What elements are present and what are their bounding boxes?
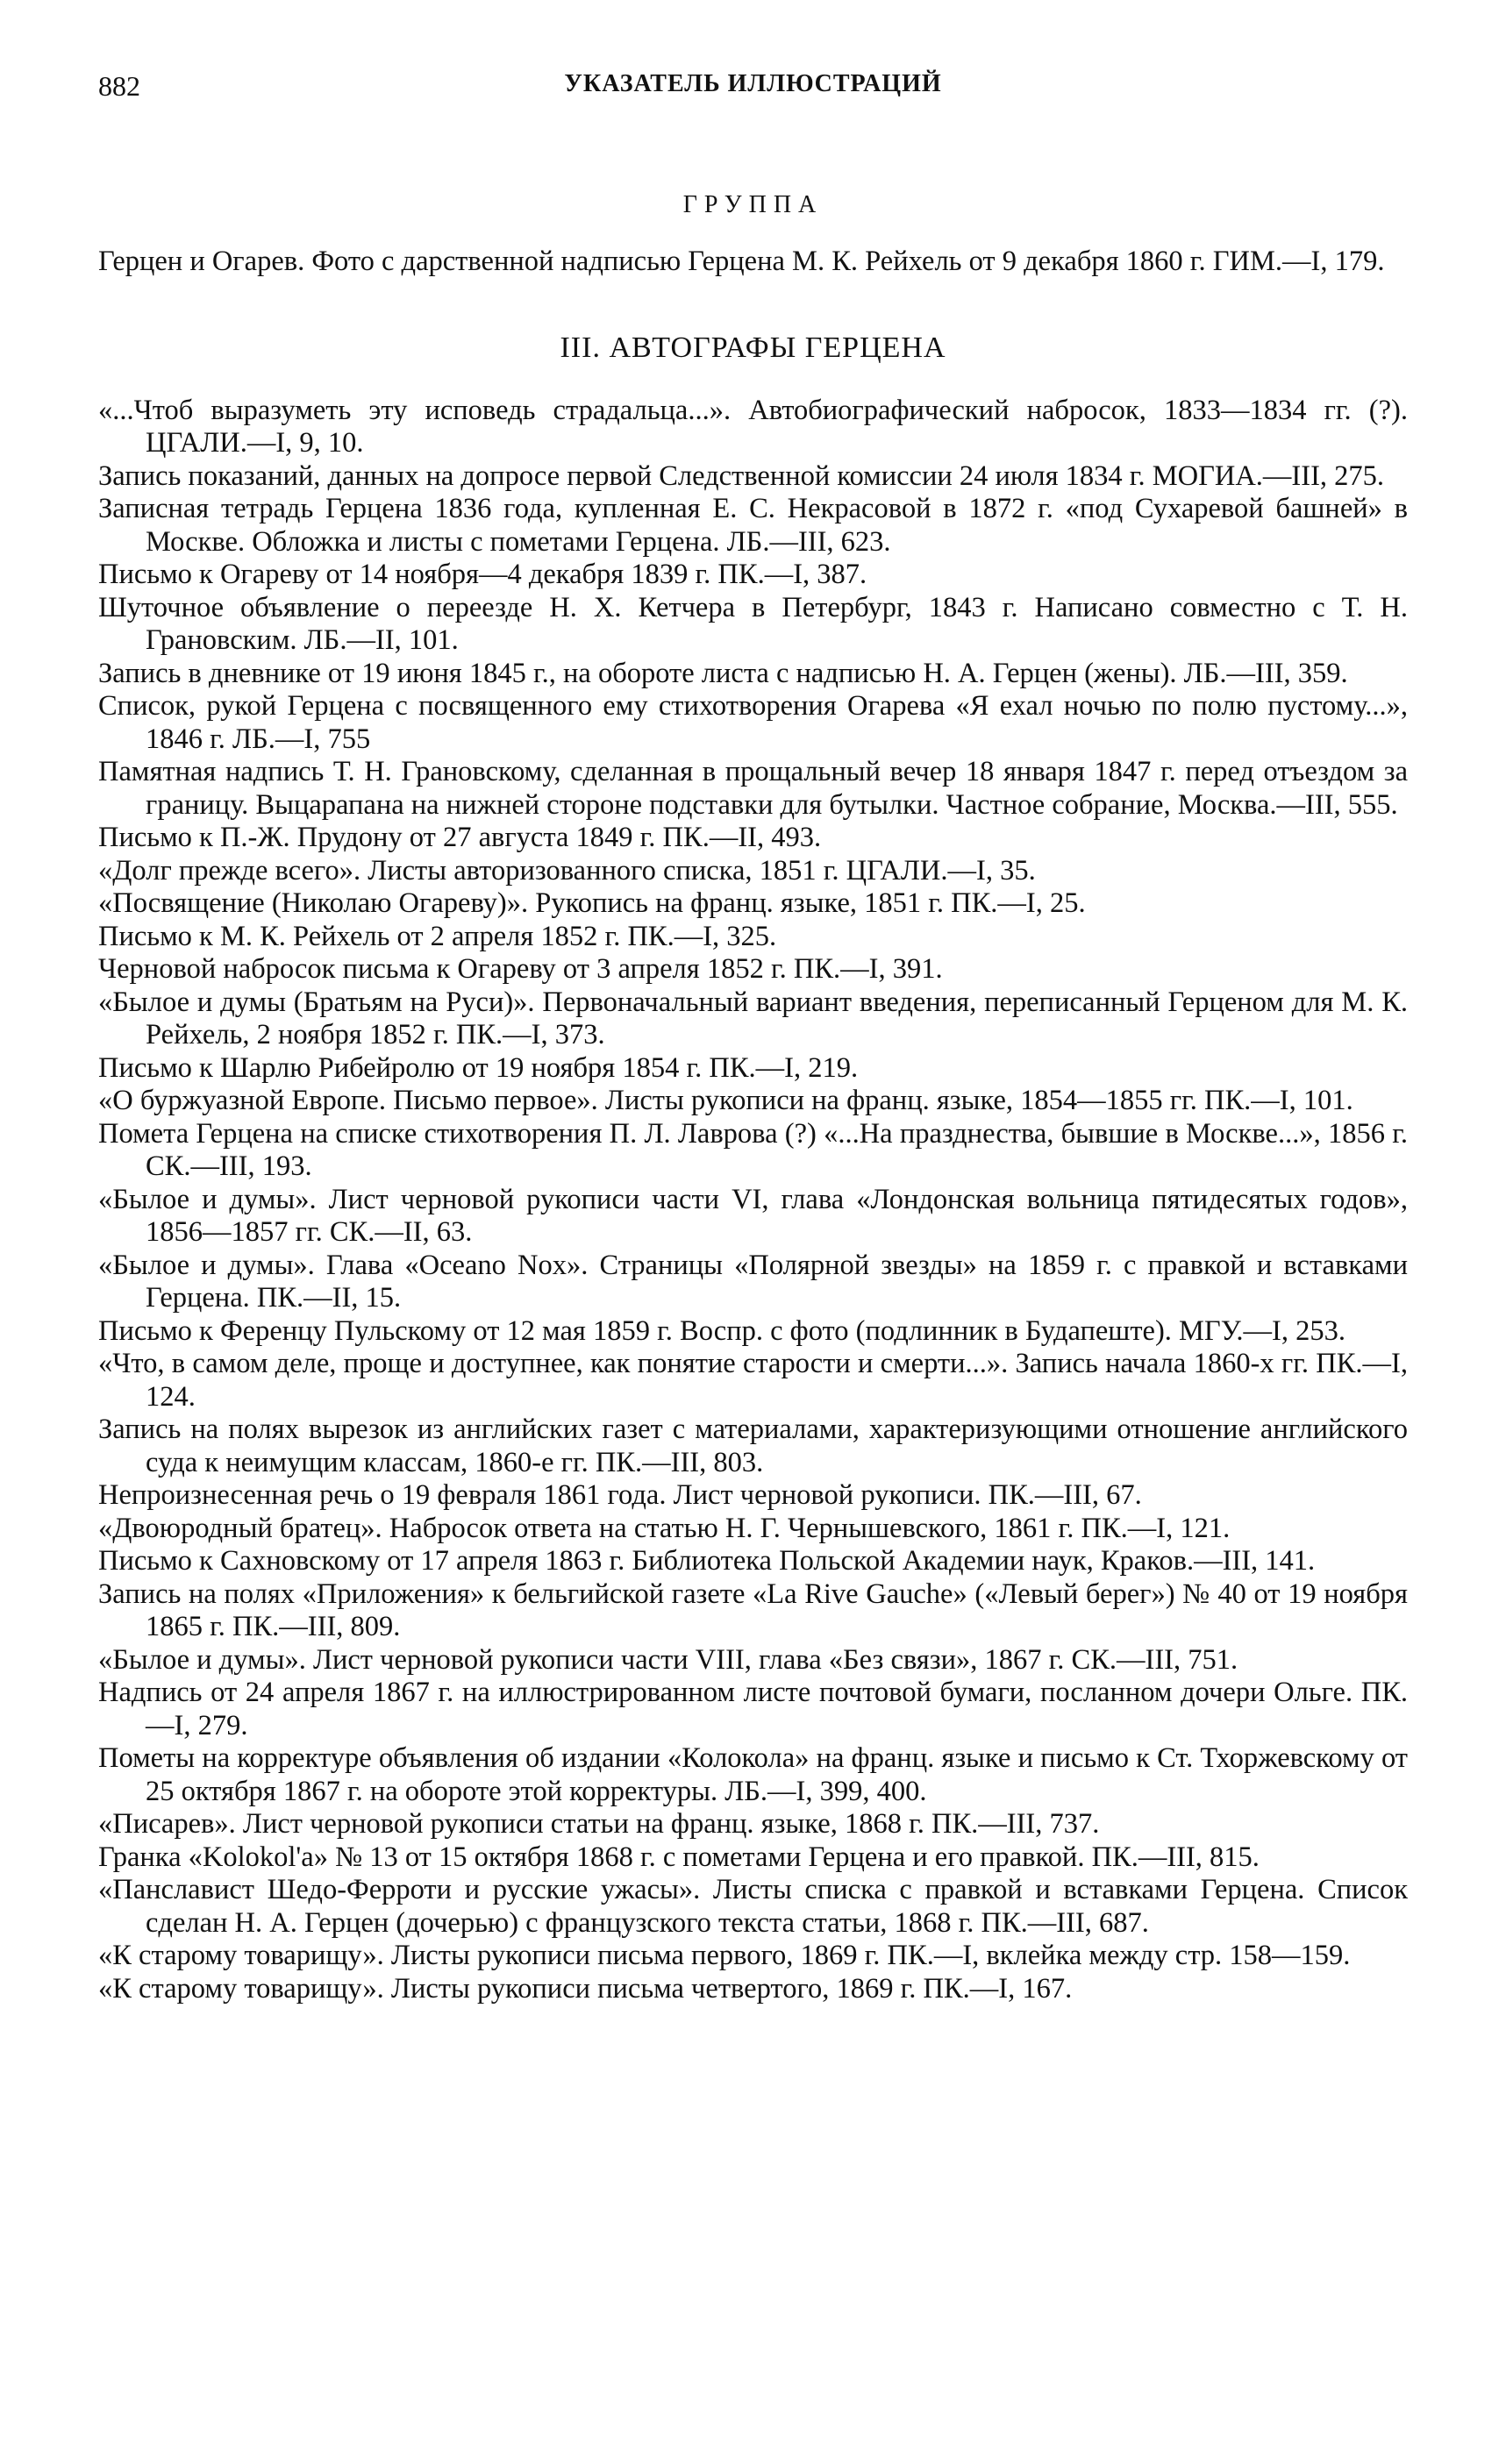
autograph-entry: Письмо к П.-Ж. Прудону от 27 августа 1849 г. ПК.—II, 493. bbox=[98, 822, 822, 853]
autograph-entry: «Посвящение (Николаю Огареву)». Рукопись на франц. языке, 1851 г. ПК.—I, 25. bbox=[98, 887, 1086, 919]
autograph-entry: Гранка «Kolokol'a» № 13 от 15 октября 1868 г. с пометами Герцена и его правкой. ПК.—III, 815. bbox=[98, 1841, 1260, 1873]
autograph-entry: «Что, в самом деле, проще и доступнее, как понятие старости и смерти...». Запись начала 1860-х гг. ПК.—I, 124. bbox=[98, 1348, 1408, 1413]
group-heading: ГРУППА bbox=[682, 191, 824, 218]
autograph-entry: «Долг прежде всего». Листы авторизованного списка, 1851 г. ЦГАЛИ.—I, 35. bbox=[98, 854, 1036, 887]
section-heading: III. АВТОГРАФЫ ГЕРЦЕНА bbox=[560, 331, 946, 364]
autograph-entry: Письмо к Шарлю Рибейролю от 19 ноября 1854 г. ПК.—I, 219. bbox=[98, 1051, 859, 1084]
autograph-entry: Записная тетрадь Герцена 1836 года, купленная Е. С. Некрасовой в 1872 г. «под Сухаревой башней» в Москве. Обложка и листы с пометами Герцена. ЛБ.—III, 623. bbox=[98, 493, 1408, 558]
autograph-entry: Запись показаний, данных на допросе первой Следственной комиссии 24 июля 1834 г. МОГИА.—III, 275. bbox=[98, 459, 1385, 492]
autograph-entry: Помета Герцена на списке стихотворения П. Л. Лаврова (?) «...На празднества, бывшие в Москве...», 1856 г. СК.—III, 193. bbox=[98, 1117, 1408, 1182]
running-head bbox=[98, 70, 1408, 116]
autograph-entry: Памятная надпись Т. Н. Грановскому, сделанная в прощальный вечер 18 января 1847 г. перед отъездом за границу. Выцарапана на нижней стороне подставки для бутылки. Частное собрание, Москва.—III, 555. bbox=[98, 756, 1408, 821]
autograph-entry: Запись на полях вырезок из английских газет с материалами, характеризующими отношение английского суда к неимущим классам, 1860-е гг. ПК.—III, 803. bbox=[98, 1414, 1408, 1478]
autograph-entry: «Былое и думы». Глава «Oceano Nox». Страницы «Полярной звезды» на 1859 г. с правкой и вставками Герцена. ПК.—II, 15. bbox=[98, 1249, 1408, 1314]
autograph-entry: «О буржуазной Европе. Письмо первое». Листы рукописи на франц. языке, 1854—1855 гг. ПК.—I, 101. bbox=[98, 1085, 1353, 1116]
autograph-entry: Пометы на корректуре объявления об издании «Колокола» на франц. языке и письмо к Ст. Тхоржевскому от 25 октября 1867 г. на обороте этой корректуры. ЛБ.—I, 399, 400. bbox=[98, 1742, 1408, 1807]
autograph-entry: Письмо к Ференцу Пульскому от 12 мая 1859 г. Воспр. с фото (подлинник в Будапеште). МГУ.—I, 253. bbox=[98, 1314, 1346, 1347]
autograph-entry: «К старому товарищу». Листы рукописи письма четвертого, 1869 г. ПК.—I, 167. bbox=[98, 1972, 1073, 2005]
autograph-entry: Надпись от 24 апреля 1867 г. на иллюстрированном листе почтовой бумаги, посланном дочери Ольге. ПК.—I, 279. bbox=[98, 1677, 1408, 1741]
autograph-entry: «Былое и думы». Лист черновой рукописи части VI, глава «Лондонская вольница пятидесятых годов», 1856—1857 гг. СК.—II, 63. bbox=[98, 1183, 1408, 1248]
group-entry: Герцен и Огарев. Фото с дарственной надписью Герцена М. К. Рейхель от 9 декабря 1860 г. ГИМ.—I, 179. bbox=[98, 246, 1385, 277]
autograph-entry-list bbox=[98, 395, 1408, 2006]
page-number: 882 bbox=[98, 70, 140, 102]
group-entry-list bbox=[98, 246, 1408, 279]
autograph-entry: Запись в дневнике от 19 июня 1845 г., на обороте листа с надписью Н. А. Герцен (жены). ЛБ.—III, 359. bbox=[98, 657, 1348, 689]
autograph-entry: «Былое и думы (Братьям на Руси)». Первоначальный вариант введения, переписанный Герценом для М. К. Рейхель, 2 ноября 1852 г. ПК.—I, 373. bbox=[98, 986, 1408, 1050]
autograph-entry: Письмо к М. К. Рейхель от 2 апреля 1852 г. ПК.—I, 325. bbox=[98, 920, 777, 952]
autograph-entry: Черновой набросок письма к Огареву от 3 апреля 1852 г. ПК.—I, 391. bbox=[98, 953, 943, 985]
autograph-entry: Непроизнесенная речь о 19 февраля 1861 года. Лист черновой рукописи. ПК.—III, 67. bbox=[98, 1479, 1142, 1511]
autograph-entry: «Писарев». Лист черновой рукописи статьи на франц. языке, 1868 г. ПК.—III, 737. bbox=[98, 1808, 1100, 1840]
autograph-entry: Список, рукой Герцена с посвященного ему стихотворения Огарева «Я ехал ночью по полю пустому...», 1846 г. ЛБ.—I, 755 bbox=[98, 690, 1408, 755]
autograph-entry: «...Чтоб выразуметь эту исповедь страдальца...». Автобиографический набросок, 1833—1834 гг. (?). ЦГАЛИ.—I, 9, 10. bbox=[98, 394, 1408, 459]
autograph-entry: «Двоюродный братец». Набросок ответа на статью Н. Г. Чернышевского, 1861 г. ПК.—I, 121. bbox=[98, 1512, 1231, 1544]
autograph-entry: «Былое и думы». Лист черновой рукописи части VIII, глава «Без связи», 1867 г. СК.—III, 751. bbox=[98, 1643, 1238, 1676]
autograph-entry: Письмо к Сахновскому от 17 апреля 1863 г. Библиотека Польской Академии наук, Краков.—III, 141. bbox=[98, 1545, 1316, 1577]
autograph-entry: «К старому товарищу». Листы рукописи письма первого, 1869 г. ПК.—I, вклейка между стр. 158—159. bbox=[98, 1940, 1351, 1971]
autograph-entry: Письмо к Огареву от 14 ноября—4 декабря 1839 г. ПК.—I, 387. bbox=[98, 559, 867, 590]
autograph-entry: Шуточное объявление о переезде Н. Х. Кетчера в Петербург, 1843 г. Написано совместно с Т. Н. Грановским. ЛБ.—II, 101. bbox=[98, 591, 1408, 656]
autograph-entry: Запись на полях «Приложения» к бельгийской газете «La Rive Gauche» («Левый берег») № 40 от 19 ноября 1865 г. ПК.—III, 809. bbox=[98, 1577, 1408, 1642]
running-title: УКАЗАТЕЛЬ ИЛЛЮСТРАЦИЙ bbox=[564, 70, 942, 97]
autograph-entry: «Панславист Шедо-Ферроти и русские ужасы». Листы списка с правкой и вставками Герцена. Список сделан Н. А. Герцен (дочерью) с французского текста статьи, 1868 г. ПК.—III, 687. bbox=[98, 1874, 1408, 1939]
